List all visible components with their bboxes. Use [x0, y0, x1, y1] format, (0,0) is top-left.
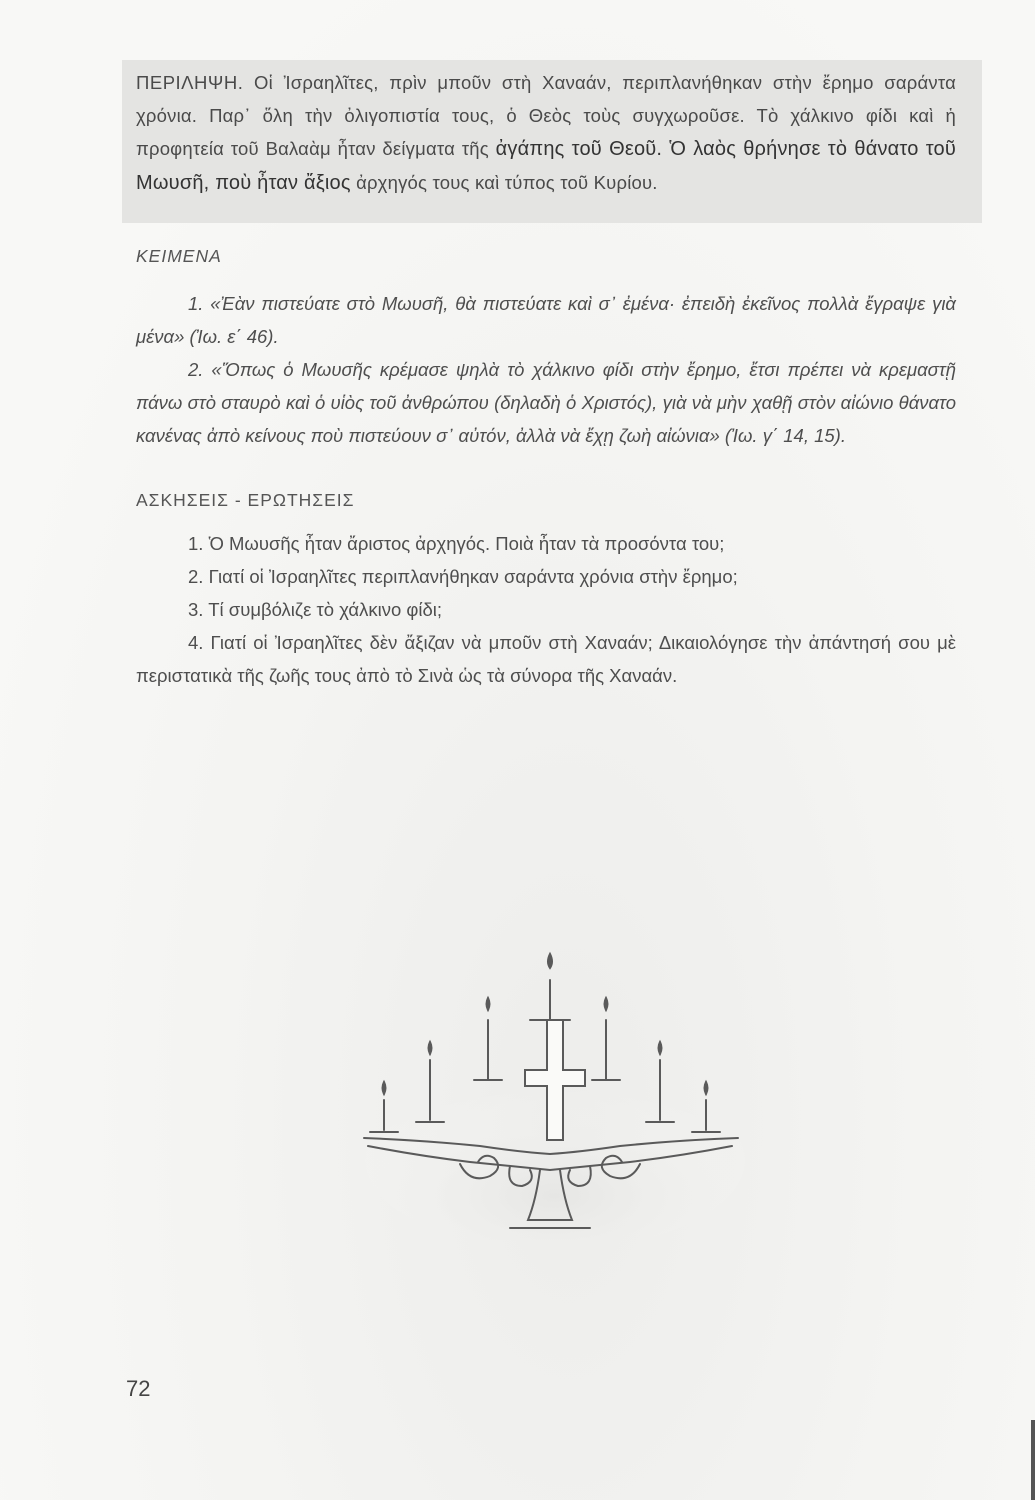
- texts-heading: ΚΕΙΜΕΝΑ: [136, 246, 222, 266]
- question-3: 3. Τί συμβόλιζε τὸ χάλκινο φίδι;: [188, 599, 443, 620]
- texts-body: [136, 287, 956, 452]
- question-2: 2. Γιατί οἱ Ἰσραηλῖτες περιπλανήθηκαν σαράντα χρόνια στὴν ἔρημο;: [188, 566, 738, 587]
- question-1: 1. Ὁ Μωυσῆς ἦταν ἄριστος ἀρχηγός. Ποιὰ ἦταν τὰ προσόντα του;: [188, 533, 725, 554]
- summary-line-3: ἀρχηγός τους καὶ τύπος τοῦ Κυρίου.: [356, 172, 658, 193]
- text-item-1: 1. «Ἐὰν πιστεύατε στὸ Μωυσῆ, θὰ πιστεύατε καὶ σ᾽ ἐμένα· ἐπειδὴ ἐκεῖνος πολλὰ ἔγραψε γιὰ μένα» (Ἰω. ε΄ 46).: [136, 293, 956, 347]
- page-edge-shadow: [1031, 1420, 1035, 1500]
- text-item-2: 2. «Ὅπως ὁ Μωυσῆς κρέμασε ψηλὰ τὸ χάλκινο φίδι στὴν ἔρημο, ἔτσι πρέπει νὰ κρεμαστῇ πάνω στὸ σταυρὸ καὶ ὁ υἱὸς τοῦ ἀνθρώπου (δηλαδὴ ὁ Χριστός), γιὰ νὰ μὴν χαθῇ στὸν αἰώνιο θάνατο κανένας ἀπὸ κείνους ποὺ πιστεύουν σ᾽ αὐτόν, ἀλλὰ νὰ ἔχῃ ζωὴ αἰώνια» (Ἰω. γ΄ 14, 15).: [136, 359, 956, 446]
- question-4: 4. Γιατί οἱ Ἰσραηλῖτες δὲν ἄξιζαν νὰ μποῦν στὴ Χαναάν; Δικαιολόγησε τὴν ἀπάντησή σου μὲ περιστατικὰ τῆς ζωῆς τους ἀπὸ τὸ Σινὰ ὡς τὰ σύνορα τῆς Χαναάν.: [136, 632, 956, 686]
- exercises-heading: ΑΣΚΗΣΕΙΣ - ΕΡΩΤΗΣΕΙΣ: [136, 490, 355, 510]
- candelabrum-illustration: [360, 940, 750, 1240]
- summary-label: ΠΕΡΙΛΗΨΗ.: [136, 72, 244, 93]
- page-number: 72: [126, 1376, 151, 1401]
- summary-line-2: ἀγάπης τοῦ Θεοῦ. Ὁ λαὸς θρήνησε τὸ θάνατο τοῦ Μωυσῆ, ποὺ ἦταν ἄξιος: [136, 138, 957, 194]
- exercises-body: [136, 527, 956, 692]
- summary-text: [136, 66, 956, 200]
- summary-line-1: Οἱ Ἰσραηλῖτες, πρὶν μποῦν στὴ Χαναάν, περιπλανήθηκαν στὴν ἔρημο σαράντα χρόνια. Παρ᾽ ὅλη τὴν ὀλιγοπιστία τους, ὁ Θεὸς τοὺς συγχωροῦσε. Τὸ χάλκινο φίδι καὶ ἡ προφητεία τοῦ Βαλαὰμ ἦταν δείγματα τῆς: [136, 72, 957, 159]
